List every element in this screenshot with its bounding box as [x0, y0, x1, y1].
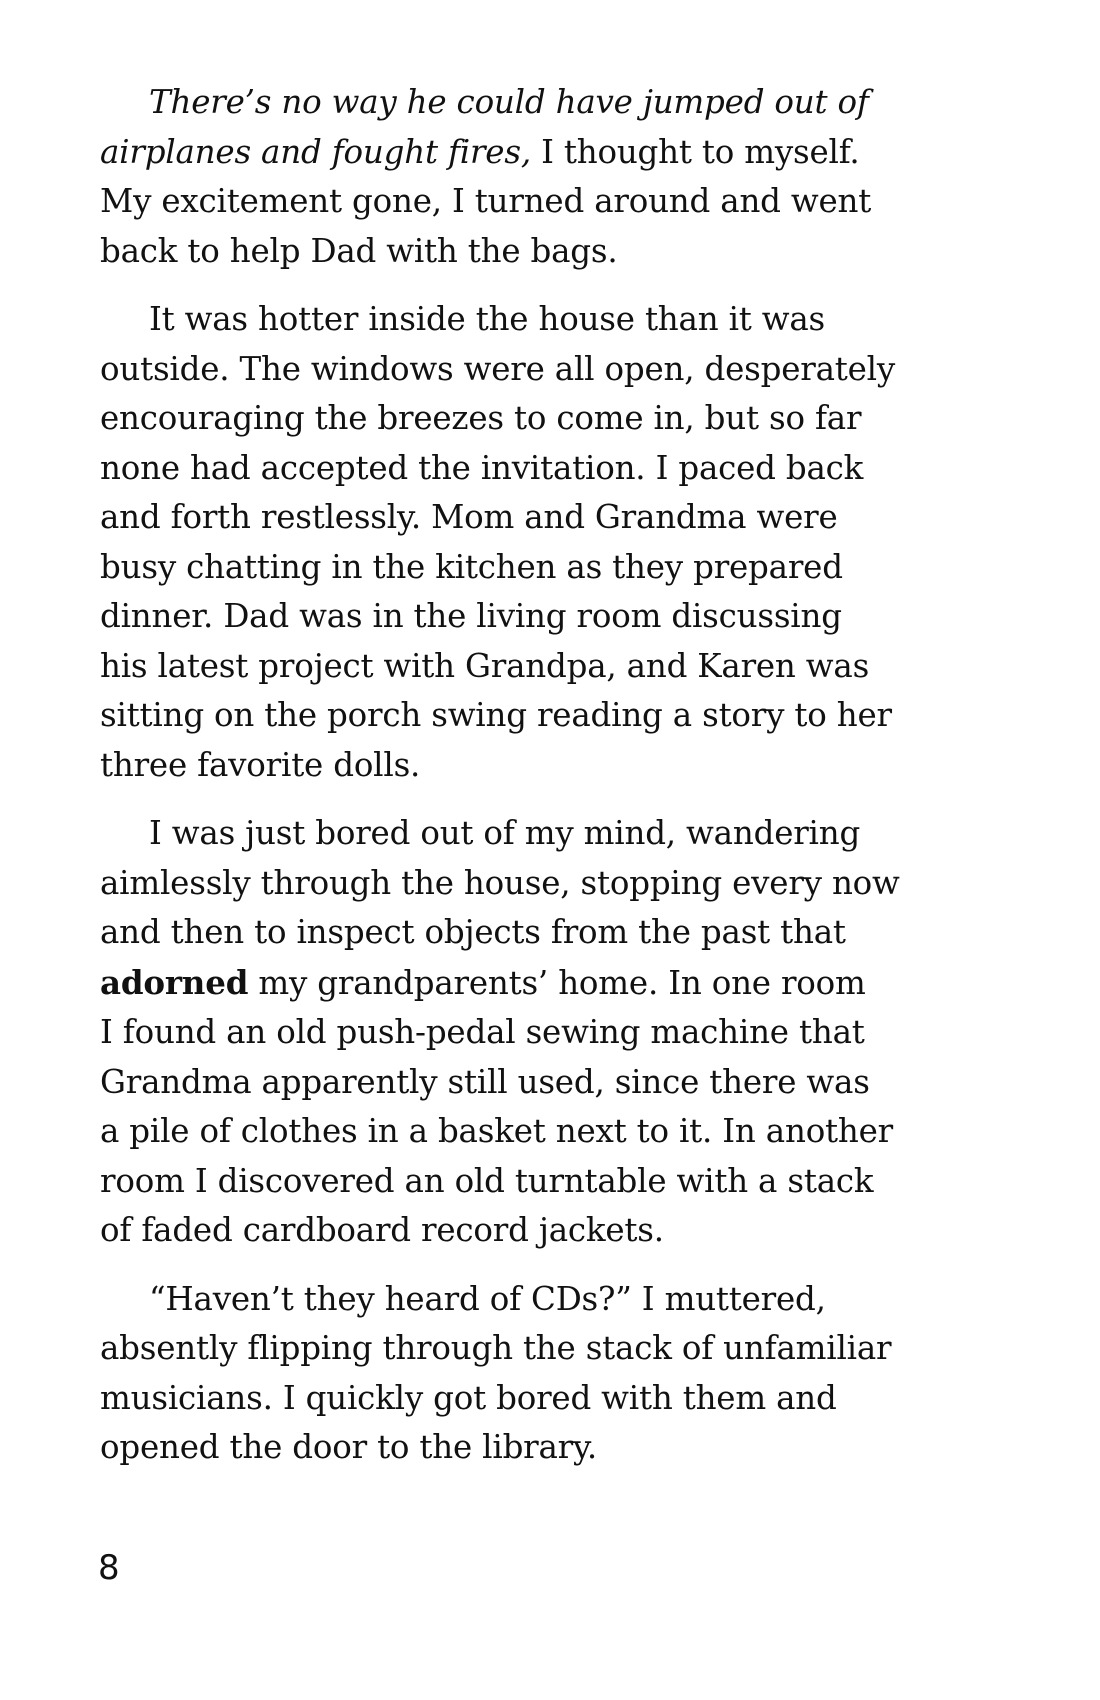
paragraph-3-line-4 — [100, 958, 1000, 1009]
paragraph-2-line-5: and forth restlessly. Mom and Grandma were — [100, 498, 838, 536]
paragraph-3-line-7: a pile of clothes in a basket next to it. In another — [100, 1112, 894, 1150]
line-continuation: I thought to myself. — [530, 132, 860, 171]
paragraph-1-line-2 — [100, 128, 1000, 178]
paragraph-4-line-4: opened the door to the library. — [100, 1428, 597, 1466]
paragraph-1-line-4: back to help Dad with the bags. — [100, 231, 618, 270]
paragraph-1-line-1: There’s no way he could have jumped out of — [149, 83, 869, 121]
paragraph-1-line-3: My excitement gone, I turned around and went — [100, 182, 872, 220]
paragraph-2-line-3: encouraging the breezes to come in, but so far — [100, 399, 862, 437]
paragraph-3-line-8: room I discovered an old turntable with a stack — [100, 1161, 874, 1200]
paragraph-3-line-1: I was just bored out of my mind, wandering — [149, 814, 861, 852]
paragraph-3-line-6: Grandma apparently still used, since there was — [100, 1062, 870, 1101]
paragraph-2-line-7: dinner. Dad was in the living room discussing — [100, 597, 842, 635]
paragraph-4 — [100, 1275, 1000, 1473]
italic-thought-end: airplanes and fought fires, — [100, 132, 531, 171]
paragraph-2-line-1: It was hotter inside the house than it was — [149, 300, 826, 338]
paragraph-2 — [100, 295, 1000, 790]
paragraph-1 — [100, 78, 1000, 276]
paragraph-3-line-9: of faded cardboard record jackets. — [100, 1211, 664, 1249]
paragraph-4-line-1: “Haven’t they heard of CDs?” I muttered, — [149, 1279, 826, 1318]
paragraph-2-line-4: none had accepted the invitation. I paced back — [100, 448, 864, 487]
paragraph-3-line-3: and then to inspect objects from the past that — [100, 913, 846, 951]
paragraph-3-line-2: aimlessly through the house, stopping every now — [100, 863, 900, 902]
paragraph-4-line-2: absently flipping through the stack of unfamiliar — [100, 1329, 892, 1367]
book-page-body — [100, 78, 1000, 1492]
paragraph-2-line-2: outside. The windows were all open, desperately — [100, 349, 896, 388]
paragraph-2-line-8: his latest project with Grandpa, and Karen was — [100, 646, 870, 685]
paragraph-3 — [100, 809, 1000, 1256]
paragraph-2-line-10: three favorite dolls. — [100, 745, 421, 784]
paragraph-3-line-5: I found an old push-pedal sewing machine that — [100, 1013, 865, 1051]
vocabulary-word: adorned — [100, 962, 249, 1002]
paragraph-2-line-9: sitting on the porch swing reading a story to her — [100, 696, 892, 734]
paragraph-2-line-6: busy chatting in the kitchen as they prepared — [100, 547, 843, 586]
line-continuation: my grandparents’ home. In one room — [248, 963, 866, 1002]
page-number: 8 — [98, 1548, 120, 1588]
paragraph-4-line-3: musicians. I quickly got bored with them and — [100, 1378, 837, 1417]
